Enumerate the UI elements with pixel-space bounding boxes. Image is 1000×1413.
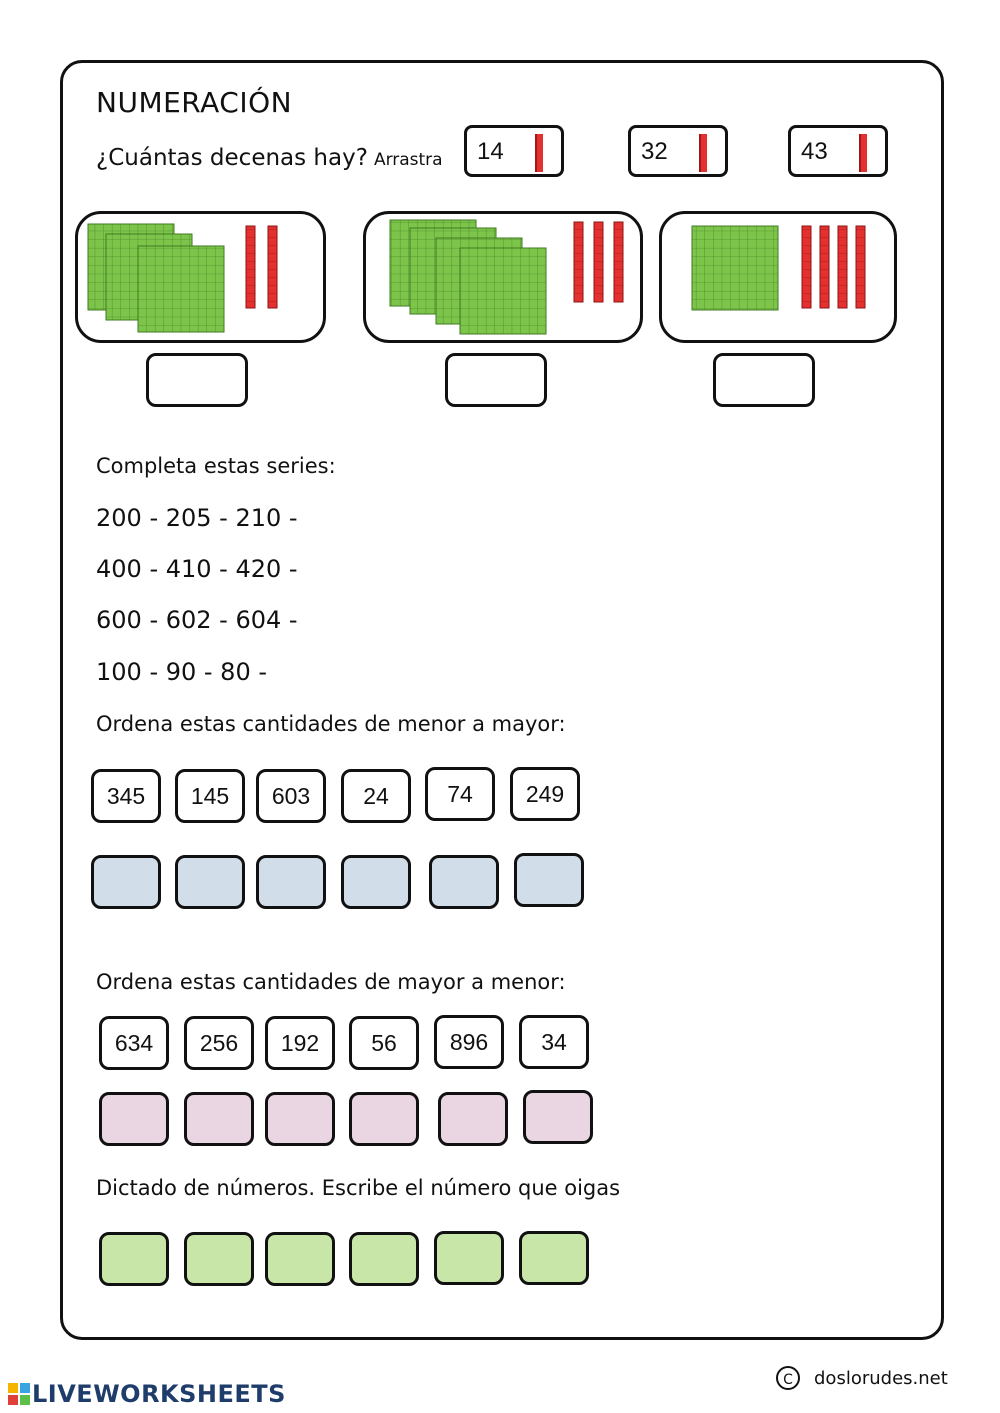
- drag-option-label: 43: [801, 138, 828, 165]
- order-asc-number[interactable]: 74: [425, 767, 495, 821]
- order-asc-slot[interactable]: [175, 855, 245, 909]
- series-line-4[interactable]: [96, 658, 267, 686]
- copyright-icon: C: [776, 1366, 800, 1390]
- order-desc-slot[interactable]: [523, 1090, 593, 1144]
- order-desc-slot[interactable]: [99, 1092, 169, 1146]
- dictation-input[interactable]: [265, 1232, 335, 1286]
- dictation-input[interactable]: [434, 1231, 504, 1285]
- tens-drop-box-2[interactable]: [445, 353, 547, 407]
- base-ten-blocks-image: [662, 214, 894, 340]
- series-heading: Completa estas series:: [96, 454, 336, 478]
- credit: [776, 1366, 948, 1390]
- ten-rod-icon: [699, 134, 707, 172]
- dictation-input[interactable]: [184, 1232, 254, 1286]
- liveworksheets-brand: LIVEWORKSHEETS: [32, 1380, 286, 1408]
- base-ten-blocks-image: [366, 214, 640, 340]
- credit-text: doslorudes.net: [814, 1368, 948, 1389]
- order-desc-number[interactable]: 634: [99, 1016, 169, 1070]
- order-asc-slot[interactable]: [429, 855, 499, 909]
- order-asc-slot[interactable]: [256, 855, 326, 909]
- order-asc-slot[interactable]: [341, 855, 411, 909]
- tens-drop-box-3[interactable]: [713, 353, 815, 407]
- drag-option-label: 14: [477, 138, 504, 165]
- order-desc-number[interactable]: 896: [434, 1015, 504, 1069]
- order-asc-slot[interactable]: [91, 855, 161, 909]
- base-ten-blocks-image: [78, 214, 323, 340]
- series-line-3[interactable]: [96, 606, 298, 634]
- ten-rod-icon: [535, 134, 543, 172]
- question-tens-text: ¿Cuántas decenas hay?: [96, 145, 368, 171]
- order-desc-slot[interactable]: [438, 1092, 508, 1146]
- blocks-panel-2: [363, 211, 643, 343]
- order-desc-number[interactable]: 56: [349, 1016, 419, 1070]
- drag-option-43[interactable]: [788, 125, 888, 177]
- drag-option-32[interactable]: [628, 125, 728, 177]
- dictation-input[interactable]: [519, 1231, 589, 1285]
- ten-rod-icon: [859, 134, 867, 172]
- liveworksheets-logo[interactable]: [8, 1380, 286, 1408]
- question-tens: [96, 145, 443, 171]
- dictation-input[interactable]: [349, 1232, 419, 1286]
- order-asc-number[interactable]: 603: [256, 769, 326, 823]
- page-title: NUMERACIÓN: [96, 86, 293, 119]
- order-asc-number[interactable]: 345: [91, 769, 161, 823]
- series-text: 600 - 602 - 604 -: [96, 606, 298, 634]
- dictation-input[interactable]: [99, 1232, 169, 1286]
- order-desc-slot[interactable]: [184, 1092, 254, 1146]
- order-asc-number[interactable]: 145: [175, 769, 245, 823]
- order-desc-number[interactable]: 192: [265, 1016, 335, 1070]
- series-text: 200 - 205 - 210 -: [96, 504, 298, 532]
- order-desc-heading: Ordena estas cantidades de mayor a menor:: [96, 970, 566, 994]
- liveworksheets-logo-icon: [8, 1383, 30, 1405]
- blocks-panel-3: [659, 211, 897, 343]
- tens-drop-box-1[interactable]: [146, 353, 248, 407]
- order-asc-heading: Ordena estas cantidades de menor a mayor:: [96, 712, 566, 736]
- order-asc-number[interactable]: 249: [510, 767, 580, 821]
- series-line-1[interactable]: [96, 504, 298, 532]
- dictation-heading: Dictado de números. Escribe el número que oigas: [96, 1176, 621, 1200]
- drag-option-label: 32: [641, 138, 668, 165]
- order-asc-slot[interactable]: [514, 853, 584, 907]
- series-text: 400 - 410 - 420 -: [96, 555, 298, 583]
- order-asc-number[interactable]: 24: [341, 769, 411, 823]
- order-desc-number[interactable]: 256: [184, 1016, 254, 1070]
- blocks-panel-1: [75, 211, 326, 343]
- series-line-2[interactable]: [96, 555, 298, 583]
- order-desc-number[interactable]: 34: [519, 1015, 589, 1069]
- order-desc-slot[interactable]: [265, 1092, 335, 1146]
- series-text: 100 - 90 - 80 -: [96, 658, 268, 686]
- order-desc-slot[interactable]: [349, 1092, 419, 1146]
- drag-hint: Arrastra: [373, 150, 443, 170]
- drag-option-14[interactable]: [464, 125, 564, 177]
